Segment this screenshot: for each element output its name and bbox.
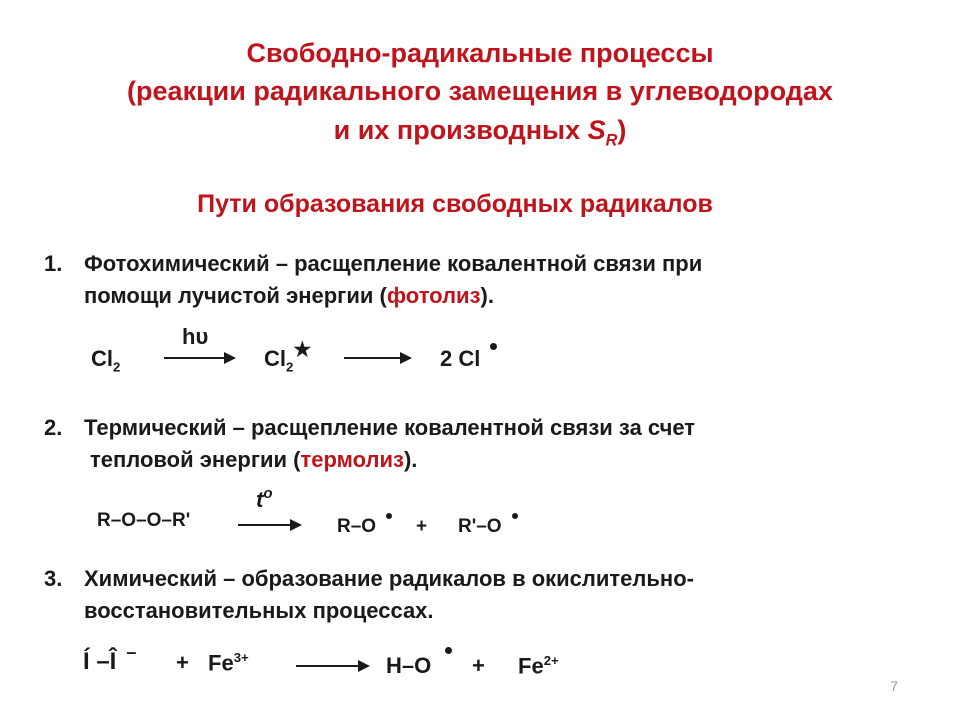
- radical-dot-icon: [490, 343, 497, 350]
- title-line-2: (реакции радикального замещения в углеводородах: [127, 76, 833, 106]
- eq3-plus-1: +: [176, 650, 189, 675]
- item-3-text-line-2: восстановительных процессах.: [84, 598, 434, 623]
- radical-dot-icon: [445, 647, 452, 654]
- item-2-number: 2.: [44, 415, 63, 440]
- eq1-arrow-1: [164, 357, 234, 359]
- eq1-product: 2 Cl: [440, 346, 481, 371]
- eq2-product-2: R'–O: [458, 516, 502, 537]
- eq1-arrow-2: [344, 357, 410, 359]
- sr-symbol: $S_R$: [587, 115, 618, 150]
- radical-dot-icon: [386, 513, 392, 519]
- item-2-text-line-2: тепловой энергии (термолиз).: [90, 447, 418, 472]
- eq3-product-1: H–O: [386, 653, 432, 678]
- photolysis-term: фотолиз: [386, 283, 481, 308]
- eq2-arrow: [238, 524, 300, 526]
- eq1-reactant: $Cl_2$: [91, 346, 121, 375]
- radical-dot-icon: [512, 513, 518, 519]
- eq3-fe2: $Fe^{2+}$: [518, 653, 559, 679]
- eq1-intermediate: $Cl_2★$: [264, 339, 312, 375]
- page-number: 7: [890, 678, 898, 694]
- thermolysis-term: термолиз: [300, 447, 404, 472]
- item-2-text-line-1: Термический – расщепление ковалентной связи за счет: [84, 415, 696, 440]
- item-1-number: 1.: [44, 251, 63, 276]
- eq2-reactant: R–O–O–R': [97, 510, 191, 531]
- item-1-text-line-2: помощи лучистой энергии (фотолиз).: [84, 283, 494, 308]
- eq3-arrow: [296, 665, 368, 667]
- excited-star-icon: ★: [293, 339, 312, 361]
- title-line-1: Свободно-радикальные процессы: [246, 38, 714, 68]
- eq2-plus: +: [416, 516, 428, 537]
- subtitle: Пути образования свободных радикалов: [197, 190, 713, 218]
- eq1-condition: hυ: [182, 324, 209, 349]
- eq3-fe3: $Fe^{3+}$: [208, 650, 249, 676]
- eq2-condition: $t^o$: [256, 485, 273, 512]
- eq2-product-1: R–O: [337, 516, 377, 537]
- item-3-text-line-1: Химический – образование радикалов в окислительно-: [84, 566, 694, 591]
- title-line-3: и их производных $S_R$): [333, 115, 627, 150]
- eq3-plus-2: +: [472, 653, 485, 678]
- item-3-number: 3.: [44, 566, 63, 591]
- eq3-reactant: Í –Î –: [83, 642, 137, 675]
- item-1-text-line-1: Фотохимический – расщепление ковалентной связи при: [84, 251, 703, 276]
